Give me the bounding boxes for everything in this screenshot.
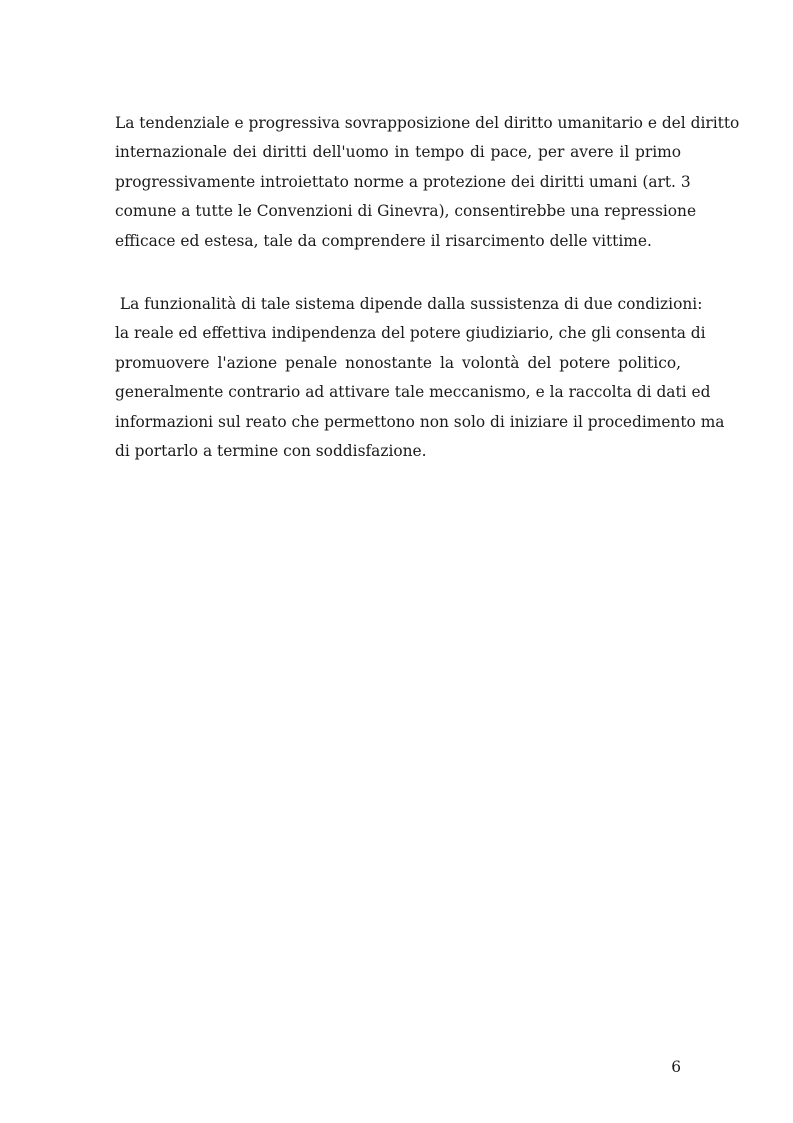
paragraph-line: La funzionalità di tale sistema dipende dalla sussistenza di due condizioni: <box>115 295 703 313</box>
paragraph-2 <box>115 290 725 466</box>
page-number: 6 <box>671 1058 681 1076</box>
paragraph-1 <box>115 109 740 256</box>
paragraph-line: promuovere l'azione penale nonostante la volontà del potere politico, <box>115 353 681 372</box>
paragraph-line: efficace ed estesa, tale da comprendere il risarcimento delle vittime. <box>115 231 652 250</box>
paragraph-line: comune a tutte le Convenzioni di Ginevra), consentirebbe una repressione <box>115 202 697 221</box>
paragraph-line: di portarlo a termine con soddisfazione. <box>115 441 427 460</box>
paragraph-line: La tendenziale e progressiva sovrapposizione del diritto umanitario e del diritto <box>115 114 740 132</box>
paragraph-line: progressivamente introiettato norme a protezione dei diritti umani (art. 3 <box>115 172 691 191</box>
paragraph-line: generalmente contrario ad attivare tale meccanismo, e la raccolta di dati ed <box>115 383 711 402</box>
paragraph-line: internazionale dei diritti dell'uomo in tempo di pace, per avere il primo <box>115 143 681 162</box>
paragraph-line: la reale ed effettiva indipendenza del potere giudiziario, che gli consenta di <box>115 324 706 343</box>
paragraph-line: informazioni sul reato che permettono non solo di iniziare il procedimento ma <box>115 412 725 431</box>
